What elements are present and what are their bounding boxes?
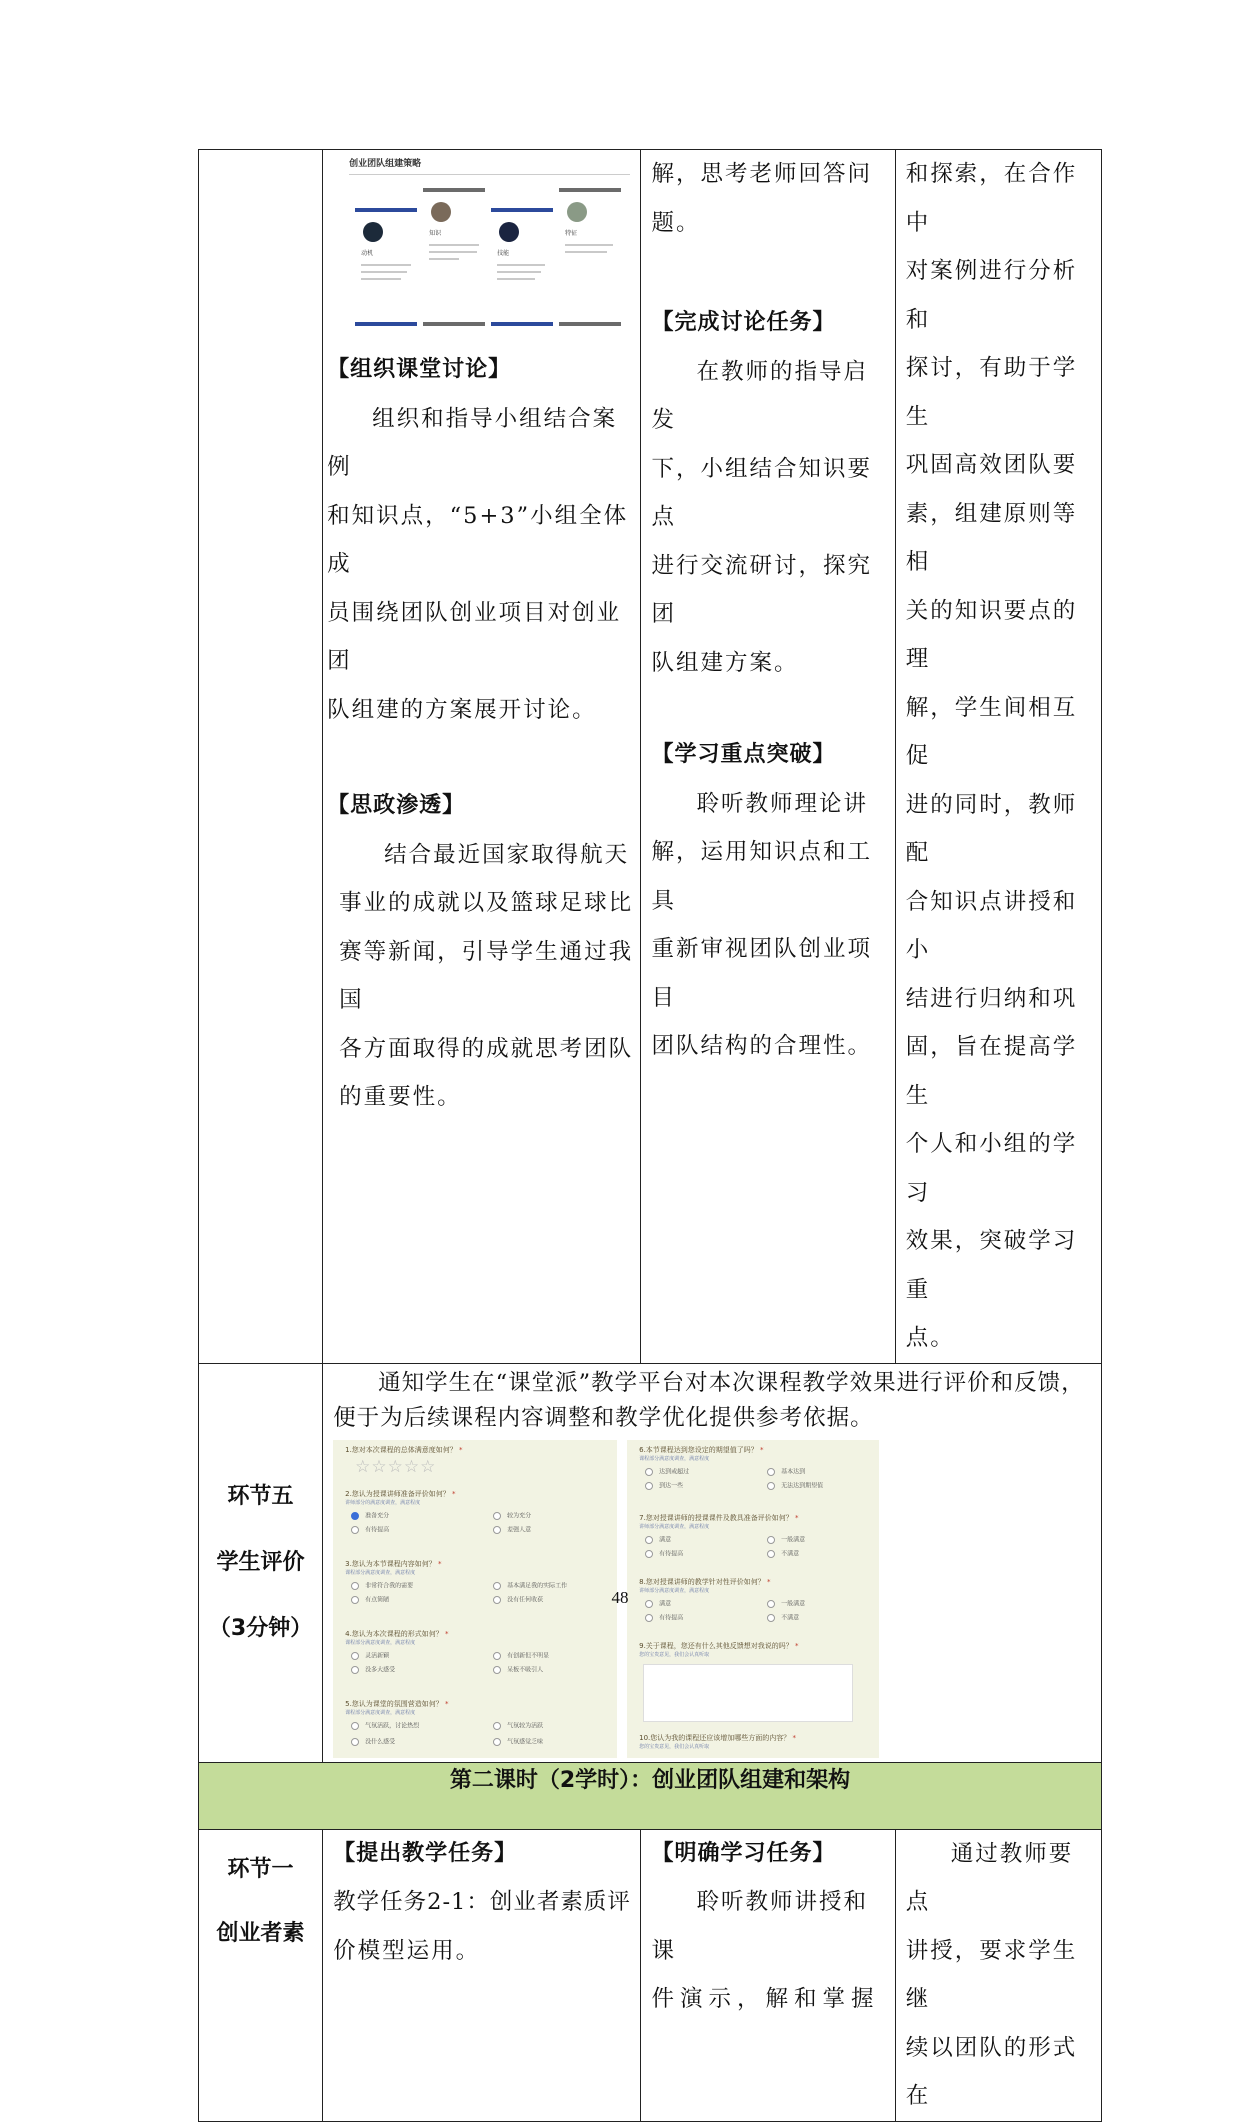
ideology-text: 事业的成就以及篮球足球比 <box>339 890 634 916</box>
required-mark: * <box>795 1641 799 1650</box>
ideology-text: 的重要性。 <box>339 1084 462 1110</box>
intent-text: 合知识点讲授和小 <box>905 888 1078 963</box>
student-task-heading: 【明确学习任务】 <box>651 1840 836 1866</box>
teacher-task-heading: 【提出教学任务】 <box>333 1840 518 1866</box>
intent-text: 固，旨在提高学生 <box>905 1034 1078 1109</box>
survey-option[interactable]: 不满意 <box>767 1550 799 1559</box>
survey-option[interactable]: 没多大感受 <box>351 1666 395 1675</box>
survey-option[interactable]: 灵活新颖 <box>351 1652 389 1661</box>
discussion-text: 员围绕团队创业项目对创业团 <box>327 599 622 674</box>
figure-title: 创业团队组建策略 <box>349 159 422 169</box>
survey-option[interactable]: 气氛较为活跃 <box>493 1722 543 1731</box>
table-row <box>199 1363 1102 1762</box>
intent-text: 解，学生间相互促 <box>905 694 1078 769</box>
required-mark: * <box>445 1699 449 1708</box>
teacher-task-text: 教学任务2-1：创业者素质评 <box>333 1889 631 1915</box>
survey-option[interactable]: 气氛感觉乏味 <box>493 1738 543 1747</box>
intent-text: 点。 <box>905 1325 955 1351</box>
survey-hint: 讲师部分满意度调查，满意程度 <box>639 1523 710 1530</box>
intent-text: 关的知识要点的理 <box>905 597 1078 672</box>
intent-text: 讲授，要求学生继 <box>905 1937 1078 2012</box>
intent-text: 对案例进行分析和 <box>905 258 1078 333</box>
card-name: 知识 <box>429 230 442 237</box>
stage-cell <box>199 1829 323 2121</box>
avatar <box>431 202 451 222</box>
page-number: 48 <box>611 1588 629 1607</box>
intent-text: 探讨，有助于学生 <box>905 355 1078 430</box>
student-activity-cell <box>641 1829 895 2121</box>
survey-hint: 您的宝贵意见，我们会认真听取 <box>639 1743 710 1750</box>
intent-text: 结进行归纳和巩 <box>905 985 1078 1012</box>
survey-option[interactable]: 没有任何收获 <box>493 1596 543 1605</box>
survey-option[interactable]: 满意 <box>645 1536 671 1545</box>
discussion-text: 和知识点，“5+3”小组全体成 <box>327 502 629 577</box>
survey-option[interactable]: 到达一些 <box>645 1482 683 1491</box>
card-text-line <box>429 244 479 246</box>
stage-label: 创业者素 <box>216 1920 305 1946</box>
avatar <box>363 222 383 242</box>
stage-label: 环节一 <box>227 1856 294 1882</box>
required-mark: * <box>445 1629 449 1638</box>
key-text: 重新审视团队创业项目 <box>651 936 872 1011</box>
feedback-textarea[interactable] <box>643 1664 853 1722</box>
required-mark: * <box>452 1489 456 1498</box>
teacher-task-text: 价模型运用。 <box>333 1937 481 1964</box>
survey-question: 5.您认为课堂的氛围营造如何？ <box>345 1699 443 1708</box>
survey-option[interactable]: 基本满足我的实际工作 <box>493 1582 567 1591</box>
stage-label: 学生评价 <box>216 1549 305 1575</box>
student-text: 解，思考老师回答问题。 <box>651 161 872 236</box>
survey-option[interactable]: 有点简陋 <box>351 1596 389 1605</box>
survey-question: 2.您认为授课讲师准备评价如何？ <box>345 1489 450 1498</box>
card-text-line <box>361 264 411 266</box>
survey-question: 4.您认为本次课程的形式如何？ <box>345 1629 443 1638</box>
discussion-heading: 【组织课堂讨论】 <box>327 357 512 382</box>
survey-hint: 讲师部分的满意度调查，满意程度 <box>345 1499 421 1506</box>
stage-cell <box>199 1363 323 1762</box>
strategy-card <box>423 194 485 284</box>
strategy-figure <box>345 156 630 326</box>
stage-label: 环节五 <box>227 1483 294 1509</box>
survey-option[interactable]: 呆板不吸引人 <box>493 1666 543 1675</box>
student-activity-cell <box>641 150 895 1364</box>
task-text: 进行交流研讨，探究团 <box>651 552 872 627</box>
survey-option[interactable]: 非常符合我的需要 <box>351 1582 413 1591</box>
card-text-line <box>565 244 613 246</box>
survey-hint: 课程部分满意度调查，满意程度 <box>639 1455 710 1462</box>
section-title-cell <box>199 1762 1102 1829</box>
card-text-line <box>497 278 535 280</box>
stage-duration: （3分钟） <box>208 1615 313 1641</box>
survey-question: 3.您认为本节课程内容如何？ <box>345 1559 436 1568</box>
required-mark: * <box>792 1733 796 1742</box>
survey-option[interactable]: 有待提高 <box>351 1526 389 1535</box>
survey-option[interactable]: 有待提高 <box>645 1614 683 1623</box>
ideology-heading: 【思政渗透】 <box>327 793 466 818</box>
task-text: 在教师的指导启发 <box>651 358 868 433</box>
avatar <box>567 202 587 222</box>
task-heading: 【完成讨论任务】 <box>651 310 836 335</box>
survey-option[interactable]: 不满意 <box>767 1614 799 1623</box>
avatar <box>499 222 519 242</box>
ideology-text: 各方面取得的成就思考团队 <box>339 1035 634 1062</box>
survey-question: 6.本节课程达到您设定的期望值了吗？ <box>639 1445 758 1454</box>
survey-option[interactable]: 准备充分 <box>351 1512 389 1521</box>
section-title: 第二课时（2学时）：创业团队组建和架构 <box>449 1767 851 1793</box>
survey-question: 1.您对本次课程的总体满意度如何？ <box>345 1445 457 1454</box>
survey-option[interactable]: 无法达到期望值 <box>767 1482 823 1491</box>
design-intent-cell <box>895 1829 1101 2121</box>
ideology-text: 赛等新闻，引导学生通过我国 <box>339 938 634 1013</box>
rating-stars[interactable]: ☆☆☆☆☆ <box>355 1456 437 1477</box>
survey-option[interactable]: 差强人意 <box>493 1526 531 1535</box>
card-text-line <box>565 251 607 253</box>
intent-text: 素，组建原则等相 <box>905 500 1078 575</box>
student-task-text: 件演示，解和掌握 <box>651 1986 880 2012</box>
card-top-bar <box>491 208 553 212</box>
required-mark: * <box>760 1445 764 1454</box>
required-mark: * <box>795 1513 799 1522</box>
survey-question: 7.您对授课讲师的授课课件及教具准备评价如何？ <box>639 1513 793 1522</box>
discussion-text: 队组建的方案展开讨论。 <box>327 696 597 723</box>
intent-text: 个人和小组的学习 <box>905 1131 1078 1206</box>
survey-question: 10.您认为我的课程还应该增加哪些方面的内容？ <box>639 1733 791 1742</box>
card-text-line <box>361 278 401 280</box>
card-text-line <box>361 271 407 273</box>
survey-option[interactable]: 基本达到 <box>767 1468 805 1477</box>
intent-text: 效果，突破学习重 <box>905 1228 1078 1303</box>
card-text-line <box>429 258 459 260</box>
required-mark: * <box>459 1445 463 1454</box>
key-text: 聆听教师理论讲 <box>696 790 868 817</box>
card-top-bar <box>559 188 621 192</box>
task-text: 队组建方案。 <box>651 649 799 676</box>
survey-hint: 课程部分满意度调查，满意程度 <box>345 1639 416 1646</box>
survey-option[interactable]: 一般满意 <box>767 1536 805 1545</box>
card-bottom-bar <box>355 322 417 326</box>
survey-option[interactable]: 较为充分 <box>493 1512 531 1521</box>
card-top-bar <box>355 208 417 212</box>
intent-text: 进的同时，教师配 <box>905 791 1078 866</box>
lesson-plan-table <box>198 149 1102 2122</box>
card-bottom-bar <box>491 322 553 326</box>
card-text-line <box>497 271 541 273</box>
survey-hint: 课程部分满意度调查，满意程度 <box>345 1569 416 1576</box>
card-top-bar <box>423 188 485 192</box>
survey-hint: 您的宝贵意见，我们会认真听取 <box>639 1651 710 1658</box>
task-text: 下，小组结合知识要点 <box>651 455 872 530</box>
figure-divider <box>349 174 630 175</box>
survey-option[interactable]: 有创新但不明显 <box>493 1652 549 1661</box>
intent-text: 和探索，在合作中 <box>905 161 1078 236</box>
evaluation-text: 便于为后续课程内容调整和教学优化提供参考依据。 <box>333 1404 874 1431</box>
strategy-card <box>355 214 417 304</box>
stage-cell <box>199 150 323 1364</box>
evaluation-cell <box>323 1363 1102 1762</box>
survey-option[interactable]: 满意 <box>645 1600 671 1609</box>
card-bottom-bar <box>423 322 485 326</box>
survey-option[interactable]: 有待提高 <box>645 1550 683 1559</box>
key-text: 解，运用知识点和工具 <box>651 839 872 914</box>
card-name: 动机 <box>361 250 374 257</box>
table-row <box>199 150 1102 1364</box>
teacher-activity-cell <box>323 1829 641 2121</box>
intent-text: 续以团队的形式在 <box>905 2034 1078 2109</box>
survey-option[interactable]: 达到或超过 <box>645 1468 689 1477</box>
survey-option[interactable]: 气氛活跃，讨论热烈 <box>351 1722 419 1731</box>
survey-hint: 课程部分满意度调查，满意程度 <box>345 1709 416 1716</box>
intent-text: 巩固高效团队要 <box>905 452 1078 478</box>
ideology-text: 结合最近国家取得航天 <box>384 841 630 868</box>
strategy-card <box>559 194 621 284</box>
strategy-card <box>491 214 553 304</box>
survey-question: 9.关于课程，您还有什么其他反馈想对我说的吗？ <box>639 1641 793 1650</box>
teacher-activity-cell <box>323 150 641 1364</box>
table-row <box>199 1829 1102 2121</box>
card-text-line <box>497 264 545 266</box>
key-heading: 【学习重点突破】 <box>651 742 836 767</box>
card-name: 特征 <box>565 230 578 237</box>
student-task-text: 聆听教师讲授和课 <box>651 1889 868 1964</box>
section-title-row <box>199 1762 1102 1829</box>
card-name: 技能 <box>497 250 510 257</box>
survey-option[interactable]: 一般满意 <box>767 1600 805 1609</box>
design-intent-cell <box>895 150 1101 1364</box>
survey-option[interactable]: 没什么感受 <box>351 1738 395 1747</box>
discussion-text: 组织和指导小组结合案例 <box>327 405 618 480</box>
required-mark: * <box>767 1577 771 1586</box>
intent-text: 通过教师要点 <box>905 1840 1074 1915</box>
card-text-line <box>429 251 477 253</box>
survey-hint: 讲师部分满意度调查，满意程度 <box>639 1587 710 1594</box>
required-mark: * <box>438 1559 442 1568</box>
key-text: 团队结构的合理性。 <box>651 1033 872 1059</box>
card-bottom-bar <box>559 322 621 326</box>
evaluation-text: 通知学生在“课堂派”教学平台对本次课程教学效果进行评价和反馈， <box>378 1369 1085 1396</box>
survey-question: 8.您对授课讲师的教学针对性评价如何？ <box>639 1577 765 1586</box>
